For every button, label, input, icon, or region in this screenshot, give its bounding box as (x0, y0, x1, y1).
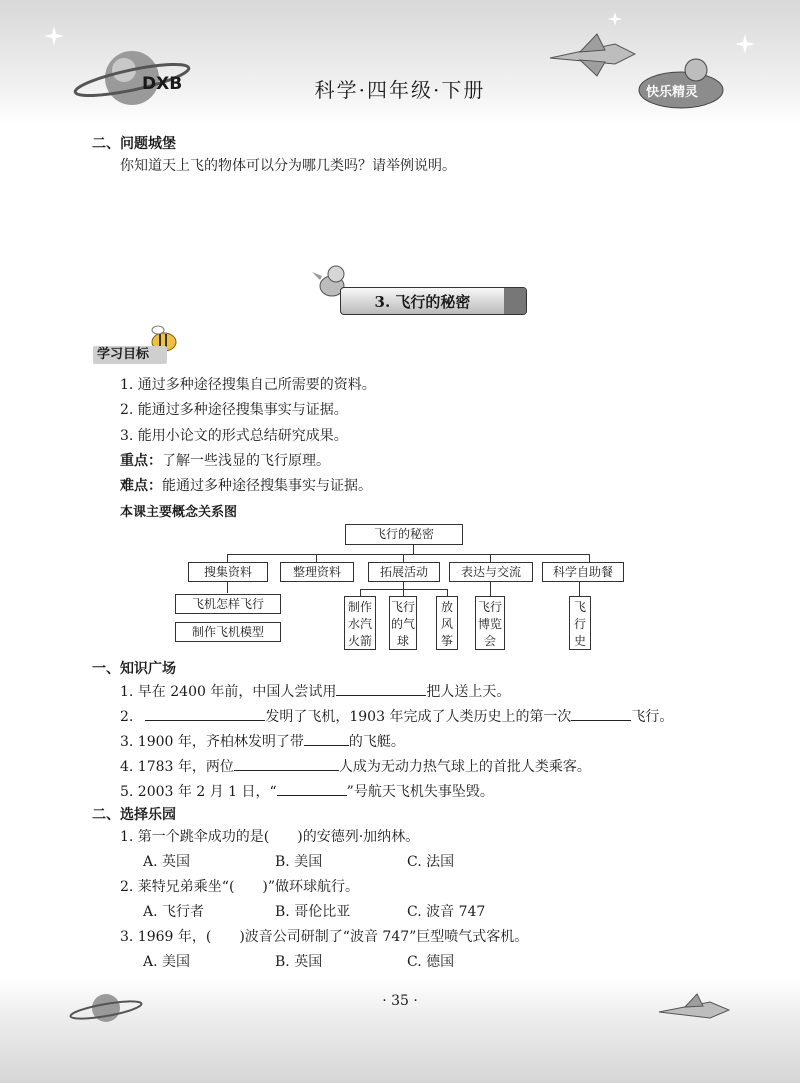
map-leaf: 飞机怎样飞行 (175, 594, 281, 614)
star-icon (608, 12, 622, 26)
map-branch: 拓展活动 (368, 562, 440, 582)
difficult-point-text: 能通过多种途径搜集事实与证据。 (162, 478, 372, 494)
star-icon (735, 34, 755, 54)
key-point (120, 450, 330, 470)
space-shuttle-icon (545, 30, 640, 80)
lesson-title: 3. 飞行的秘密 (374, 293, 471, 311)
goal-item: 1. 通过多种途径搜集自己所需要的资料。 (120, 377, 376, 393)
map-leaf: 制作飞机模型 (175, 622, 281, 642)
key-point-text: 了解一些浅显的飞行原理。 (162, 453, 330, 469)
answer-blank[interactable] (277, 780, 347, 796)
choice-option[interactable]: B. 美国 (275, 854, 323, 870)
star-icon (44, 26, 64, 46)
answer-blank[interactable] (234, 755, 339, 771)
goal-item: 3. 能用小论文的形式总结研究成果。 (120, 428, 348, 444)
concept-map-title: 本课主要概念关系图 (120, 505, 238, 520)
q3-text-b: 的飞艇。 (348, 734, 405, 750)
learning-goals-tag: 学习目标 (93, 346, 167, 364)
q1-text-a: 1. 早在 2400 年前，中国人尝试用 (120, 684, 337, 700)
page-number: · 35 · (382, 993, 418, 1009)
difficult-point (120, 475, 372, 495)
q5-text-b: ”号航天飞机失事坠毁。 (346, 784, 494, 800)
choice-option[interactable]: C. 德国 (407, 954, 455, 970)
saturn-icon (66, 988, 146, 1028)
q4-text-b: 人成为无动力热气球上的首批人类乘客。 (338, 759, 591, 775)
q1-text-b: 把人送上天。 (426, 684, 511, 700)
map-leaf: 飞行史 (569, 596, 591, 650)
series-code: DXB (142, 74, 183, 94)
q5-text-a: 5. 2003 年 2 月 1 日，“ (120, 784, 277, 800)
page-header-title: 科学·四年级·下册 (314, 78, 486, 102)
map-branch: 搜集资料 (188, 562, 268, 582)
space-shuttle-icon (655, 990, 735, 1030)
map-leaf: 放风筝 (436, 596, 458, 650)
section-heading-choice: 二、选择乐园 (92, 807, 176, 823)
lesson-title-banner (340, 287, 527, 315)
map-leaf: 制作水汽火箭 (344, 596, 376, 650)
choice-question-3: 3. 1969 年，( )波音公司研制了“波音 747”巨型喷气式客机。 (120, 929, 529, 945)
difficult-point-label: 难点： (120, 478, 162, 494)
choice-option[interactable]: A. 飞行者 (143, 904, 205, 920)
answer-blank[interactable] (571, 705, 631, 721)
q3-text-a: 3. 1900 年，齐柏林发明了带 (120, 734, 304, 750)
key-point-label: 重点： (120, 453, 162, 469)
choice-option[interactable]: A. 美国 (143, 954, 191, 970)
map-leaf: 飞行博览会 (475, 596, 505, 650)
fill-question-4 (120, 755, 591, 776)
q2-text-a: 2. (120, 709, 134, 725)
banner-tab (504, 288, 526, 314)
answer-blank[interactable] (145, 705, 265, 721)
choice-question-1: 1. 第一个跳伞成功的是( )的安德列·加纳林。 (120, 829, 420, 845)
question-text: 你知道天上飞的物体可以分为哪几类吗？请举例说明。 (120, 158, 456, 174)
brand-logo (636, 56, 726, 112)
answer-blank[interactable] (336, 680, 426, 696)
choice-option[interactable]: B. 哥伦比亚 (275, 904, 351, 920)
section-heading-question: 二、问题城堡 (92, 136, 176, 152)
fill-question-2 (120, 705, 673, 726)
q4-text-a: 4. 1783 年，两位 (120, 759, 234, 775)
map-root: 飞行的秘密 (345, 524, 463, 545)
svg-text:快乐精灵: 快乐精灵 (646, 85, 699, 100)
q2-text-b: 发明了飞机，1903 年完成了人类历史上的第一次 (265, 709, 572, 725)
answer-blank[interactable] (304, 730, 349, 746)
goal-item: 2. 能通过多种途径搜集事实与证据。 (120, 402, 348, 418)
map-branch: 整理资料 (280, 562, 354, 582)
q2-text-c: 飞行。 (631, 709, 674, 725)
choice-option[interactable]: C. 法国 (407, 854, 455, 870)
fill-question-5 (120, 780, 494, 801)
choice-option[interactable]: B. 英国 (275, 954, 323, 970)
map-branch: 表达与交流 (449, 562, 533, 582)
choice-option[interactable]: C. 波音 747 (407, 904, 486, 920)
section-heading-knowledge: 一、知识广场 (92, 661, 176, 677)
choice-question-2: 2. 莱特兄弟乘坐“( )”做环球航行。 (120, 879, 360, 895)
map-branch: 科学自助餐 (542, 562, 624, 582)
fill-question-3 (120, 730, 405, 751)
choice-option[interactable]: A. 英国 (143, 854, 191, 870)
map-leaf: 飞行的气球 (389, 596, 417, 650)
fill-question-1 (120, 680, 510, 701)
